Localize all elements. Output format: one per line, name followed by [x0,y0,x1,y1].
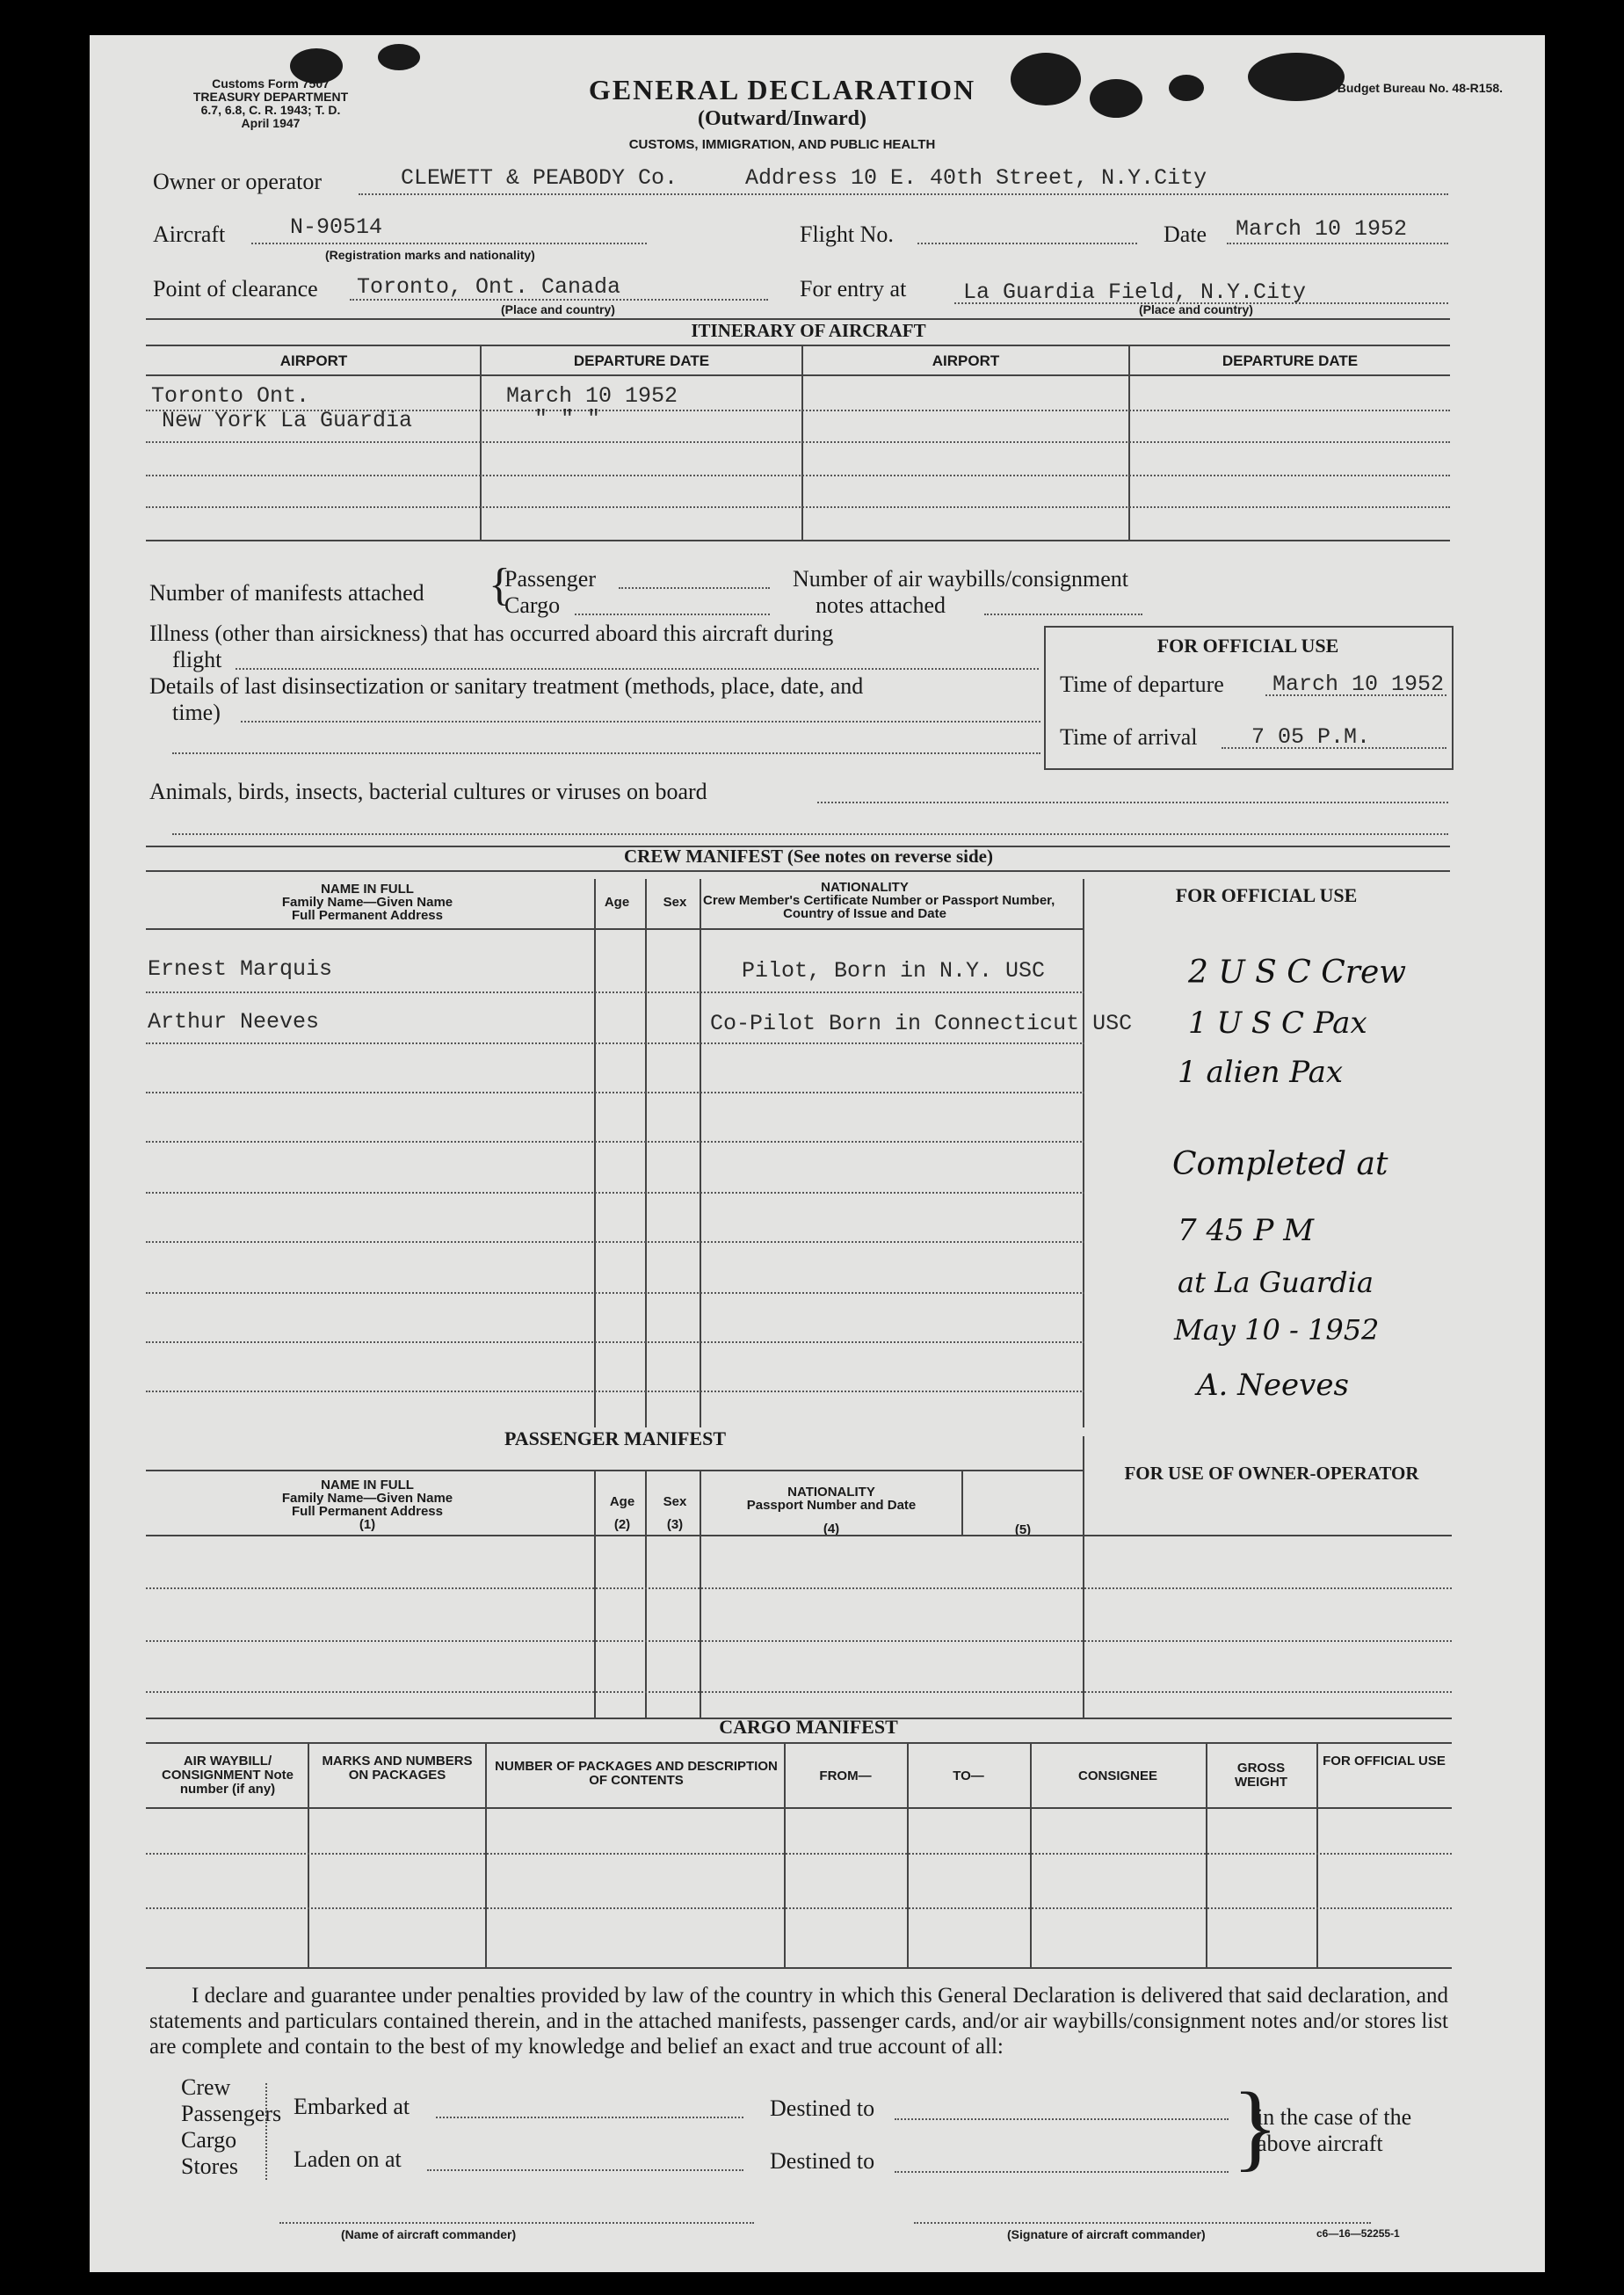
waybills-label: Number of air waybills/consignment [793,566,1128,592]
date-label: Date [1164,222,1207,247]
cargo-title: CARGO MANIFEST [719,1716,898,1738]
crew-nat-1: Pilot, Born in N.Y. USC [742,958,1046,984]
cargo-header-rule [146,1807,1452,1809]
declaration-brace-line [265,2083,267,2180]
passenger-row-line [146,1587,1452,1589]
passenger-owner-header: FOR USE OF OWNER-OPERATOR [1124,1463,1419,1484]
crew-row-line [146,1042,1084,1044]
passenger-title-rule [146,1470,1084,1471]
itin-header-airport-1: AIRPORT [279,352,348,369]
aircraft-line [251,243,647,244]
cargo-header-from: FROM— [819,1768,872,1783]
address-value: Address 10 E. 40th Street, N.Y.City [745,165,1207,191]
itin-date-1: March 10 1952 [506,383,678,409]
aircraft-note: (Registration marks and nationality) [325,248,535,262]
declaration-categories: Crew Passengers Cargo Stores [181,2074,282,2179]
itinerary-bottom-rule [146,540,1450,541]
manifests-label: Number of manifests attached [149,580,424,606]
laden-line [427,2169,743,2171]
flight-line [917,243,1137,244]
declaration-brace: } [1232,2073,1279,2180]
itinerary-title-rule [146,345,1450,346]
itin-date-2: " " " [534,406,601,432]
handwritten-note: 1 U S C Pax [1188,1006,1367,1041]
passenger-col-divider [594,1470,596,1718]
departure-time-value: March 10 1952 [1272,672,1445,697]
crew-col-divider [1083,879,1084,1436]
waybills-label-2: notes attached [816,592,946,618]
itinerary-title: ITINERARY OF AIRCRAFT [691,320,926,341]
cargo-bottom-rule [146,1967,1452,1969]
crew-row-line [146,1141,1084,1143]
crew-row-line [146,1192,1084,1194]
embarked-label: Embarked at [294,2094,410,2119]
crew-title-rule [146,870,1450,872]
cargo-header-weight: GROSS WEIGHT [1235,1761,1287,1790]
aircraft-value: N-90514 [290,214,383,240]
illness-label-2: flight [172,647,222,672]
illness-line [236,668,1039,670]
official-use-title: FOR OFFICIAL USE [1156,635,1339,657]
ink-stain [378,44,420,70]
crew-row-line [146,1292,1084,1294]
manifests-cargo-label: Cargo [504,592,561,618]
arrival-time-label: Time of arrival [1060,724,1198,750]
cargo-header-waybill: AIR WAYBILL/ CONSIGNMENT Note number (if any) [162,1754,294,1797]
passenger-title: PASSENGER MANIFEST [146,1427,1084,1450]
form-id: Customs Form 7507 TREASURY DEPARTMENT 6.7, 6.8, C. R. 1943; T. D. April 1947 [192,76,349,130]
entry-label: For entry at [800,276,907,301]
owner-value: CLEWETT & PEABODY Co. [401,165,678,191]
commander-signature-caption: (Signature of aircraft commander) [1007,2227,1206,2241]
embarked-line [436,2117,743,2118]
itin-airport-1: Toronto Ont. [151,383,310,409]
destined-line-2 [895,2171,1229,2173]
departure-time-label: Time of departure [1060,672,1224,697]
crew-row-line [146,991,1084,993]
cargo-col-divider [485,1742,487,1967]
destined-label-2: Destined to [770,2148,875,2174]
crew-title: CREW MANIFEST (See notes on reverse side) [624,846,993,867]
owner-label: Owner or operator [153,169,323,194]
crew-header-name: NAME IN FULL Family Name—Given Name Full Permanent Address [281,882,453,923]
itin-row-line [146,475,1450,476]
handwritten-note: May 10 - 1952 [1174,1313,1380,1347]
handwritten-signature: A. Neeves [1197,1368,1349,1403]
animals-line-2 [172,833,1448,835]
crew-row-line [146,1241,1084,1243]
crew-row-line [146,1391,1084,1392]
handwritten-note: at La Guardia [1178,1266,1374,1299]
passenger-header-age: Age (2) [609,1494,635,1532]
manifests-brace: { [489,560,511,610]
itin-row-line [146,506,1450,508]
disinsect-label-2: time) [172,700,221,725]
entry-value: La Guardia Field, N.Y.City [963,280,1307,305]
passenger-col-divider [700,1470,701,1718]
handwritten-note: 7 45 P M [1178,1213,1315,1248]
destined-label-1: Destined to [770,2095,875,2121]
passenger-col-divider [645,1470,647,1718]
itin-header-airport-2: AIRPORT [932,352,1000,369]
passenger-row-line [146,1640,1452,1642]
commander-name-caption: (Name of aircraft commander) [341,2227,517,2241]
disinsect-line [241,721,1040,723]
crew-col-divider [645,879,647,1436]
departure-line [1265,694,1446,696]
destined-line-1 [895,2118,1229,2120]
handwritten-note: 2 U S C Crew [1188,955,1407,991]
aircraft-label: Aircraft [153,222,226,247]
handwritten-note: 1 alien Pax [1178,1055,1344,1090]
cargo-col-divider [1316,1742,1318,1967]
date-value: March 10 1952 [1236,216,1408,242]
passenger-header-nationality: NATIONALITY Passport Number and Date (4) [746,1485,917,1536]
case-label-2: above aircraft [1257,2131,1383,2156]
crew-col-divider [594,879,596,1436]
itin-header-date-2: DEPARTURE DATE [1222,352,1359,369]
arrival-time-value: 7 05 P.M. [1251,724,1371,750]
passenger-row-line [146,1691,1452,1693]
commander-name-line [279,2222,754,2224]
crew-name-1: Ernest Marquis [148,956,333,982]
cargo-header-description: NUMBER OF PACKAGES AND DESCRIPTION OF CONTENTS [495,1759,778,1788]
animals-line [817,802,1448,803]
clearance-label: Point of clearance [153,276,318,301]
laden-label: Laden on at [294,2146,402,2172]
cargo-header-to: TO— [953,1768,984,1783]
owner-line [359,193,1448,195]
budget-number: Budget Bureau No. 48-R158. [1337,81,1503,95]
crew-header-rule [146,928,1084,930]
form-subtitle-2: CUSTOMS, IMMIGRATION, AND PUBLIC HEALTH [628,137,936,152]
flight-label: Flight No. [800,222,894,247]
crew-name-2: Arthur Neeves [148,1009,320,1035]
crew-header-sex: Sex [663,895,687,910]
crew-header-nationality: NATIONALITY Crew Member's Certificate Number or Passport Number, Country of Issue and Date [703,880,1055,921]
clearance-value: Toronto, Ont. Canada [357,274,621,300]
handwritten-note: Completed at [1172,1146,1388,1182]
passenger-owner-divider [1083,1436,1084,1718]
date-line [1227,243,1448,244]
passenger-col-divider [961,1470,963,1536]
arrival-line [1222,747,1446,749]
cargo-row-line [146,1907,1452,1909]
itin-header-date-1: DEPARTURE DATE [573,352,710,369]
itin-row-line [146,441,1450,443]
crew-col-divider [700,879,701,1436]
cargo-col-divider [1030,1742,1032,1967]
cargo-row-line [146,1853,1452,1855]
cargo-header-consignee: CONSIGNEE [1077,1768,1157,1783]
crew-header-age: Age [604,895,630,910]
cargo-count-line [575,614,770,615]
itin-airport-2: New York La Guardia [162,408,413,433]
cargo-col-divider [1206,1742,1207,1967]
itin-header-rule [146,374,1450,376]
passenger-count-line [619,587,770,589]
animals-label: Animals, birds, insects, bacterial cultures or viruses on board [149,779,707,804]
disinsect-line-2 [172,752,1040,754]
cargo-col-divider [907,1742,909,1967]
manifests-passenger-label: Passenger [504,566,596,592]
commander-signature-line [914,2222,1371,2224]
declaration-text: I declare and guarantee under penalties provided by law of the country in which this General Declaration is delivered that said declaration, and statements and particulars contained therein, and in the attached manifests, passenger cards, and/or air waybills/consignment notes and/or stores list are complete and contain to the best of my knowledge and belief an exact and true account of all: [149,1984,1448,2059]
form-code: c6—16—52255-1 [1316,2227,1400,2240]
crew-row-line [146,1092,1084,1093]
passenger-header-col5: (5) [1014,1522,1032,1537]
crew-row-line [146,1341,1084,1343]
waybills-line [984,614,1142,615]
cargo-header-official: FOR OFFICIAL USE [1323,1754,1446,1768]
crew-header-official: FOR OFFICIAL USE [1175,884,1358,906]
cargo-col-divider [784,1742,786,1967]
cargo-header-marks: MARKS AND NUMBERS ON PACKAGES [322,1754,473,1783]
cargo-col-divider [308,1742,309,1967]
entry-note: (Place and country) [1139,302,1253,316]
ink-stain [1090,79,1142,118]
cargo-title-rule [146,1742,1452,1744]
form-subtitle: (Outward/Inward) [697,107,866,130]
ink-stain [1169,75,1204,101]
disinsect-label: Details of last disinsectization or sanitary treatment (methods, place, date, and [149,673,864,699]
crew-nat-2: Co-Pilot Born in Connecticut USC [710,1011,1133,1036]
clearance-line [350,299,768,301]
passenger-header-sex: Sex (3) [663,1494,687,1532]
passenger-header-rule [146,1535,1452,1536]
clearance-note: (Place and country) [501,302,615,316]
form-title: GENERAL DECLARATION [588,74,976,105]
illness-label: Illness (other than airsickness) that has occurred aboard this aircraft during [149,621,834,646]
passenger-header-name: NAME IN FULL Family Name—Given Name Full Permanent Address (1) [281,1478,453,1532]
case-label: in the case of the [1257,2104,1412,2130]
